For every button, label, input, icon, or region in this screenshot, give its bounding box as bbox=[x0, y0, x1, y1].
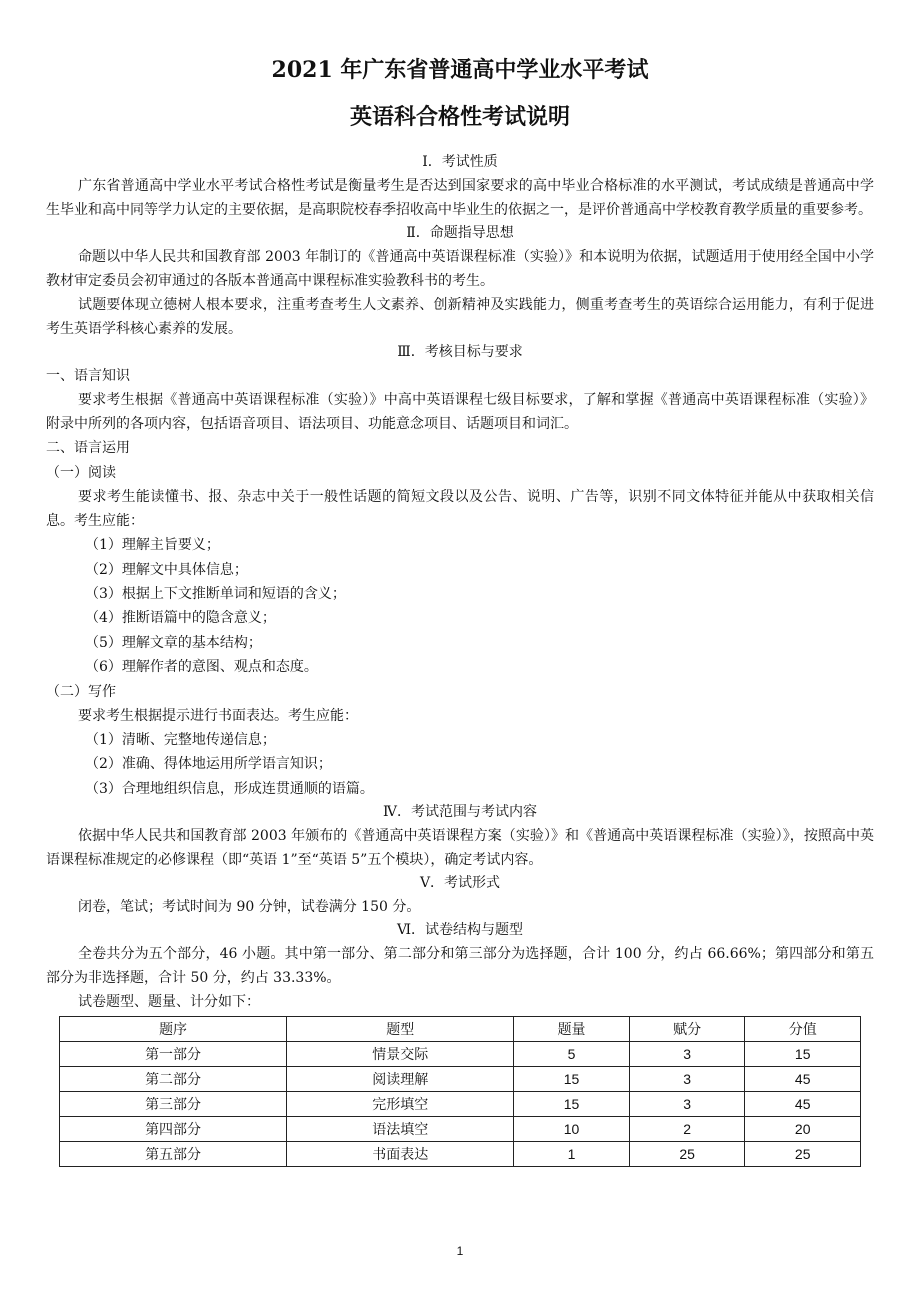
table-cell: 情景交际 bbox=[287, 1042, 514, 1067]
list-item: （1）清晰、完整地传递信息； bbox=[85, 732, 276, 749]
document-page bbox=[46, 48, 874, 1167]
document-title-line2: 英语科合格性考试说明 bbox=[349, 104, 570, 130]
table-row bbox=[60, 1042, 861, 1067]
section-4-heading: Ⅳ．考试范围与考试内容 bbox=[383, 804, 537, 821]
section-2-paragraph-1: 命题以中华人民共和国教育部 2003 年制订的《普通高中英语课程标准（实验）》和本说明为依据，试题适用于使用经全国中小学教材审定委员会初审通过的各版本普通高中课程标准实验教科书的考生。 bbox=[46, 249, 874, 289]
table-cell: 15 bbox=[745, 1042, 861, 1067]
writing-heading: （二）写作 bbox=[46, 683, 116, 700]
section-5-heading: Ⅴ．考试形式 bbox=[419, 875, 501, 892]
table-row bbox=[60, 1067, 861, 1092]
section-6-paragraph-2: 试卷题型、题量、计分如下： bbox=[78, 994, 260, 1011]
table-cell: 25 bbox=[629, 1142, 745, 1167]
table-cell: 3 bbox=[629, 1092, 745, 1117]
table-header-cell: 题型 bbox=[287, 1017, 514, 1042]
section-6-paragraph-1: 全卷共分为五个部分，46 小题。其中第一部分、第二部分和第三部分为选择题，合计 100 分，约占 66.66%；第四部分和第五部分为非选择题，合计 50 分，约占 33.33%。 bbox=[46, 946, 874, 987]
table-cell: 5 bbox=[514, 1042, 630, 1067]
table-cell: 第五部分 bbox=[60, 1142, 287, 1167]
section-6-heading: Ⅵ．试卷结构与题型 bbox=[396, 922, 524, 939]
table-cell: 阅读理解 bbox=[287, 1067, 514, 1092]
table-cell: 语法填空 bbox=[287, 1117, 514, 1142]
table-cell: 10 bbox=[514, 1117, 630, 1142]
list-item: （2）准确、得体地运用所学语言知识； bbox=[85, 756, 332, 773]
list-item: （5）理解文章的基本结构； bbox=[85, 634, 262, 651]
table-row bbox=[60, 1117, 861, 1142]
table-cell: 45 bbox=[745, 1067, 861, 1092]
language-knowledge-heading: 一、语言知识 bbox=[46, 368, 130, 384]
table-header-cell: 赋分 bbox=[629, 1017, 745, 1042]
section-1-heading: Ⅰ．考试性质 bbox=[422, 154, 498, 170]
list-item: （3）根据上下文推断单词和短语的含义； bbox=[85, 586, 346, 603]
table-cell: 20 bbox=[745, 1117, 861, 1142]
table-cell: 25 bbox=[745, 1142, 861, 1167]
document-title-line1: 2021 年广东省普通高中学业水平考试 bbox=[271, 57, 649, 83]
reading-paragraph: 要求考生能读懂书、报、杂志中关于一般性话题的简短文段以及公告、说明、广告等，识别不同文体特征并能从中获取相关信息。考生应能： bbox=[46, 489, 874, 530]
table-cell: 15 bbox=[514, 1092, 630, 1117]
section-5-paragraph: 闭卷，笔试；考试时间为 90 分钟，试卷满分 150 分。 bbox=[78, 899, 421, 916]
table-cell: 完形填空 bbox=[287, 1092, 514, 1117]
table-row bbox=[60, 1142, 861, 1167]
list-item: （4）推断语篇中的隐含意义； bbox=[85, 610, 276, 627]
table-cell: 第四部分 bbox=[60, 1117, 287, 1142]
table-header-row bbox=[60, 1017, 861, 1042]
table-header-cell: 题量 bbox=[514, 1017, 630, 1042]
section-2-heading: Ⅱ．命题指导思想 bbox=[406, 225, 514, 241]
table-cell: 3 bbox=[629, 1067, 745, 1092]
section-2-paragraph-2: 试题要体现立德树人根本要求，注重考查考生人文素养、创新精神及实践能力，侧重考查考生的英语综合运用能力，有利于促进考生英语学科核心素养的发展。 bbox=[46, 297, 874, 337]
list-item: （2）理解文中具体信息； bbox=[85, 561, 248, 578]
writing-paragraph: 要求考生根据提示进行书面表达。考生应能： bbox=[78, 708, 358, 725]
reading-heading: （一）阅读 bbox=[46, 464, 116, 481]
table-cell: 45 bbox=[745, 1092, 861, 1117]
score-table bbox=[59, 1016, 861, 1167]
reading-list bbox=[46, 533, 874, 679]
page-number: 1 bbox=[456, 1244, 464, 1258]
table-cell: 15 bbox=[514, 1067, 630, 1092]
table-header-cell: 题序 bbox=[60, 1017, 287, 1042]
table-cell: 第一部分 bbox=[60, 1042, 287, 1067]
table-header-cell: 分值 bbox=[745, 1017, 861, 1042]
table-cell: 第二部分 bbox=[60, 1067, 287, 1092]
table-cell: 2 bbox=[629, 1117, 745, 1142]
list-item: （6）理解作者的意图、观点和态度。 bbox=[85, 659, 318, 676]
language-use-heading: 二、语言运用 bbox=[46, 440, 130, 457]
writing-list bbox=[46, 728, 874, 801]
section-1-paragraph: 广东省普通高中学业水平考试合格性考试是衡量考生是否达到国家要求的高中毕业合格标准的水平测试，考试成绩是普通高中学生毕业和高中同等学力认定的主要依据，是高职院校春季招收高中毕业生的依据之一，是评价普通高中学校教育教学质量的重要参考。 bbox=[46, 178, 874, 218]
table-cell: 1 bbox=[514, 1142, 630, 1167]
section-3-heading: Ⅲ．考核目标与要求 bbox=[397, 344, 523, 360]
list-item: （1）理解主旨要义； bbox=[85, 537, 220, 554]
table-cell: 3 bbox=[629, 1042, 745, 1067]
section-4-paragraph: 依据中华人民共和国教育部 2003 年颁布的《普通高中英语课程方案（实验）》和《普通高中英语课程标准（实验）》，按照高中英语课程标准规定的必修课程（即“英语 1”至“英语 5”五个模块），确定考试内容。 bbox=[46, 828, 874, 869]
list-item: （3）合理地组织信息，形成连贯通顺的语篇。 bbox=[85, 780, 374, 797]
table-row bbox=[60, 1092, 861, 1117]
table-cell: 书面表达 bbox=[287, 1142, 514, 1167]
language-knowledge-paragraph: 要求考生根据《普通高中英语课程标准（实验）》中高中英语课程七级目标要求，了解和掌握《普通高中英语课程标准（实验）》附录中所列的各项内容，包括语音项目、语法项目、功能意念项目、话题项目和词汇。 bbox=[46, 392, 874, 433]
table-cell: 第三部分 bbox=[60, 1092, 287, 1117]
